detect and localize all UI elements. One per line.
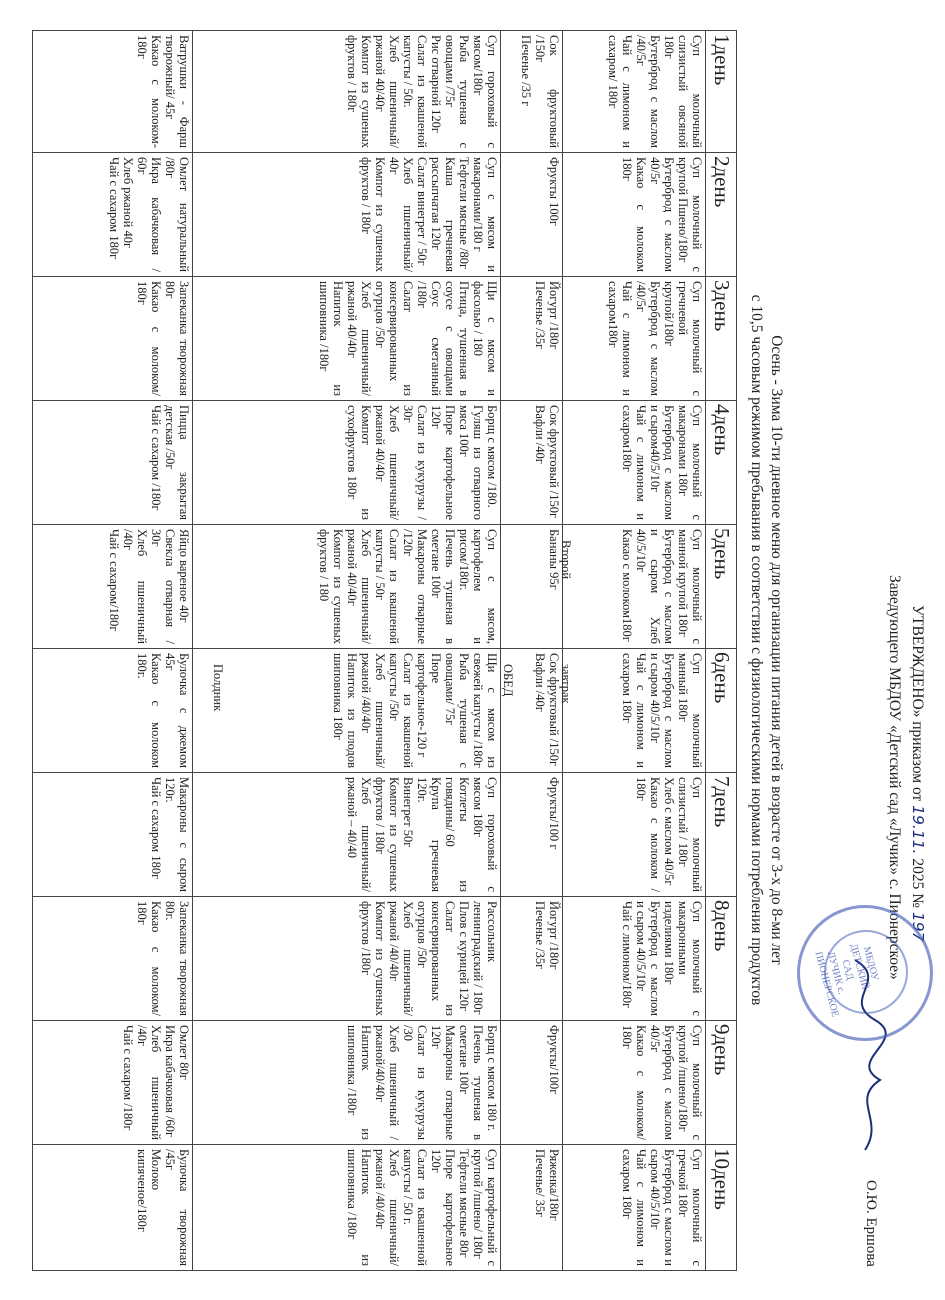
snack-text: Пицца закрытая детская /50г Чай с сахаром /180г (148, 405, 191, 520)
lunch-text: Щи с мясом из свежей капусты /180г Рыба тушеная с овощами/ 75г Пюре картофельное-120 г Салат из квашеной капусты /50г Хлеб пшеничный/ржаной /40/40г Напиток из плодов шиповника 180г (330, 653, 499, 768)
snack-text: Запеканка творожная 80г Какао с молоком/ 180г (134, 281, 191, 396)
snack-text: Яйцо вареное 40г Свекла отварная / 30г Хлеб пшеничный /40г Чай с сахаром/180г (106, 529, 191, 644)
snack-text: Запеканка творожная 80г. Какао с молоком/ 180г (134, 901, 191, 1016)
menu-cell (562, 153, 706, 277)
approval-line (908, 605, 927, 941)
second-breakfast-row (500, 31, 562, 1271)
menu-cell (33, 897, 193, 1021)
meal-label-breakfast: завтрак (559, 664, 573, 704)
menu-cell (33, 773, 193, 897)
menu-cell (562, 773, 706, 897)
menu-cell (500, 31, 562, 153)
order-number: 197 (909, 911, 927, 942)
day-header: 7день (706, 773, 737, 897)
second-breakfast-text: Бананы 95г (546, 529, 561, 590)
days-header-row (706, 31, 737, 1271)
menu-cell (562, 1021, 706, 1145)
breakfast-text: Суп молочный с макаронными изделиями 180г Бутерброд с маслом и сыром 40/5/10г Чай с лимоном/180г (620, 901, 705, 1016)
menu-cell (562, 897, 706, 1021)
menu-cell (192, 525, 500, 649)
menu-cell (500, 525, 562, 649)
stamp-text: МБДОУ ДЕТСКИЙ САД ЛУЧИК с. ПИОНЕРСКОЕ (812, 942, 881, 1019)
breakfast-text: Суп молочный с крупой Пшено/180г Бутерброд с маслом 40/5г Какао с молоком 180г (620, 157, 705, 272)
lunch-text: Суп гороховый с мясом/180г Рыба тушеная с овощами /75г Рис отварной 120г Салат из квашеной капусты / 50г. Хлеб пшеничный/ржаной 40/40г Компот из сушеных фруктов / 180г (344, 35, 499, 148)
menu-cell (500, 1145, 562, 1271)
lunch-text: Суп гороховый с мясом 180г Котлеты из говядины/ 60 Крупа гречневая 120г. Винегрет 50г Компот из сушеных фруктов / 180г Хлеб пшеничный/ржаной – 40/40 (344, 777, 499, 892)
menu-cell (192, 649, 500, 773)
lunch-text: Суп картофельный с крупой /пшено/ 180г Тефтели мясные 80г Пюре картофельное 120г Салат из квашенной капусты / 50 г. Хлеб пшеничный/ржаной /40/40г Напиток из шиповника /180г (344, 1149, 499, 1266)
menu-cell (33, 649, 193, 773)
head-of-line: Заведующего МБДОУ «Детский сад «Лучик» с. Пионерское» (886, 575, 903, 980)
meal-label-lunch: ОБЕД (501, 664, 515, 697)
menu-cell (192, 773, 500, 897)
menu-cell (500, 401, 562, 525)
second-breakfast-text: Ряженка/180г Печенье/ 35г (532, 1149, 561, 1221)
menu-cell (33, 1021, 193, 1145)
menu-cell (192, 1145, 500, 1271)
order-date: 19.11. (909, 805, 927, 855)
lunch-text: Суп с мясом и макаронами/180 г Тефтели мясные /80г Каша гречневая рассыпчатая 120г Салат винегрет / 50г Хлеб пшеничный/ 40г Компот из сушеных фруктов / 180г (358, 157, 499, 272)
second-breakfast-text: Фрукты 100г (546, 157, 561, 226)
menu-title-line1: Осень - Зима 10-ти дневное меню для организации питания детей в возрасте от 3-х до 8-ми лет (768, 335, 785, 965)
day-header: 6день (706, 649, 737, 773)
snack-row (33, 31, 193, 1271)
second-breakfast-text: Йогурт /180г Печенье /35г (532, 901, 561, 970)
lunch-row (192, 31, 500, 1271)
lunch-text: Борщ с мясом /180. Гуляш из отварного мяса 100г Пюре картофельное 120г Салат из кукурузы / 30г Хлеб пшеничный/ржаной 40/40г Компот из сухофруктов 180г (344, 405, 499, 520)
breakfast-text: Суп молочный слизистый овсяной 180г Бутерброд с маслом /40/5г Чай с лимоном и сахаром/ 180г (606, 35, 705, 148)
menu-cell (500, 153, 562, 277)
day-header: 1день (706, 31, 737, 153)
second-breakfast-text: Йогурт /180г Печенье /35г (532, 281, 561, 350)
meal-label-snack: Полдник (211, 664, 225, 712)
second-breakfast-text: Фрукты/100 г (546, 777, 561, 850)
signature-name: О.Ю. Ершова (863, 1180, 879, 1267)
menu-cell (192, 153, 500, 277)
day-header: 8день (706, 897, 737, 1021)
menu-cell (192, 277, 500, 401)
menu-cell (500, 897, 562, 1021)
menu-cell (192, 897, 500, 1021)
day-header: 10день (706, 1145, 737, 1271)
day-header: 3день (706, 277, 737, 401)
day-header: 2день (706, 153, 737, 277)
menu-cell (562, 649, 706, 773)
breakfast-text: Суп молочный манный 180г Бутерброд с маслом и сыром 40/5/10г Чай с лимоном и сахаром 180г (620, 653, 705, 768)
second-breakfast-text: Сок фруктовый /150г Вафли /40г (532, 405, 561, 519)
breakfast-text: Суп молочный с макаронами 180г Бутерброд с маслом и сыром40/5/10г Чай с лимоном и сахаром180г (620, 405, 705, 520)
menu-cell (33, 1145, 193, 1271)
second-breakfast-text: Сок фруктовый /150г Вафли /40г (532, 653, 561, 767)
snack-text: Булочка с джемом 45г Какао с молоком 180г. (134, 653, 191, 768)
lunch-text: Борщ с мясом 180 г. Печень тушеная в сметане 100г Макароны отварные 120г Салат из кукурузы /30 Хлеб пшеничный /ржаной/40/40г Напиток из шиповника /180г (344, 1025, 499, 1140)
menu-cell (562, 1145, 706, 1271)
lunch-text: Суп с мясом, картофелем и рисом/180г. Печень тушеная в сметане 100г Макароны отварные /120г Салат из квашеной капусты / 50г Хлеб пшеничный/ржаной 40/40г Компот из сушеных фруктов / 180 (316, 529, 499, 644)
lunch-text: Рассольник ленинградский / 180г Плов с курицей 120г Салат из консервированных огурцов /50г Хлеб пшеничный/ржаной /40/40г Компот из сушеных фруктов /180г (358, 901, 499, 1016)
breakfast-text: Суп молочный с гречкой 180г Бутерброд с маслом и сыром 40/5/10г Чай с лимоном и сахаром 180г (620, 1149, 705, 1266)
order-year: 2025 № (909, 858, 926, 909)
second-breakfast-text: Фрукты/100г (546, 1025, 561, 1095)
menu-cell (33, 401, 193, 525)
menu-cell (192, 1021, 500, 1145)
breakfast-text: Суп молочный с крупой /пшено/180г Бутерброд с маслом 40/5г Какао с молоком/ 180г (620, 1025, 705, 1140)
approved-text: УТВЕРЖДЕНО» приказом от (909, 605, 926, 802)
menu-cell (33, 31, 193, 153)
menu-cell (562, 277, 706, 401)
snack-text: Булочка творожная /45г Молоко кипяченое/180г (134, 1149, 191, 1266)
breakfast-text: Суп молочный с гречневой крупой/180г Бутерброд с маслом /40/5г Чай с лимоном и сахаром180г (606, 281, 705, 396)
day-header: 4день (706, 401, 737, 525)
menu-cell (562, 525, 706, 649)
menu-cell (192, 401, 500, 525)
breakfast-text: Суп молочный слизистый / 180г Хлеб с маслом 40/5г Какао с молоком / 180г (634, 777, 705, 892)
snack-text: Омлет 80г Икра кабачковая /60г Хлеб пшеничный /40г Чай с сахаром /180г (120, 1025, 191, 1140)
menu-cell (500, 277, 562, 401)
menu-cell (33, 525, 193, 649)
lunch-text: Щи с мясом и фасолью / 180 Птица, тушенная в соусе с овощами Соус сметанный /180г Салат из консервированных огурцов /50г Хлеб пшеничный/ржаной 40/40г Напиток из шиповника /180г (316, 281, 499, 396)
menu-cell (33, 277, 193, 401)
snack-text: Макароны с сыром 120г. Чай с сахаром 180г (148, 777, 191, 892)
menu-title-line2: с 10,5 часовым режимом пребывания в соответствии с физиологическими нормами потребления продуктов (748, 294, 765, 1006)
menu-table (32, 30, 737, 1271)
second-breakfast-text: Сок фруктовый /150г Печенье /35 г (518, 35, 561, 148)
menu-cell (500, 1021, 562, 1145)
breakfast-row (562, 31, 706, 1271)
meal-label-second: Второй (559, 540, 573, 580)
menu-cell (562, 31, 706, 153)
menu-cell (562, 401, 706, 525)
snack-text: Ватрушки - Фарш творожный/ 45г Какао с молоком- 180г (134, 35, 191, 148)
snack-text: Омлет натуральный /80г Икра кабачковая / 60г Хлеб ржаной 40г Чай с сахаром 180г (106, 157, 191, 272)
menu-cell (192, 31, 500, 153)
menu-cell (500, 773, 562, 897)
day-header: 5день (706, 525, 737, 649)
menu-cell (33, 153, 193, 277)
day-header: 9день (706, 1021, 737, 1145)
breakfast-text: Суп молочный с манной крупой 180г Бутерброд с маслом и сыром Хлеб 40/5/10г Какао с молоком180г (620, 529, 705, 644)
